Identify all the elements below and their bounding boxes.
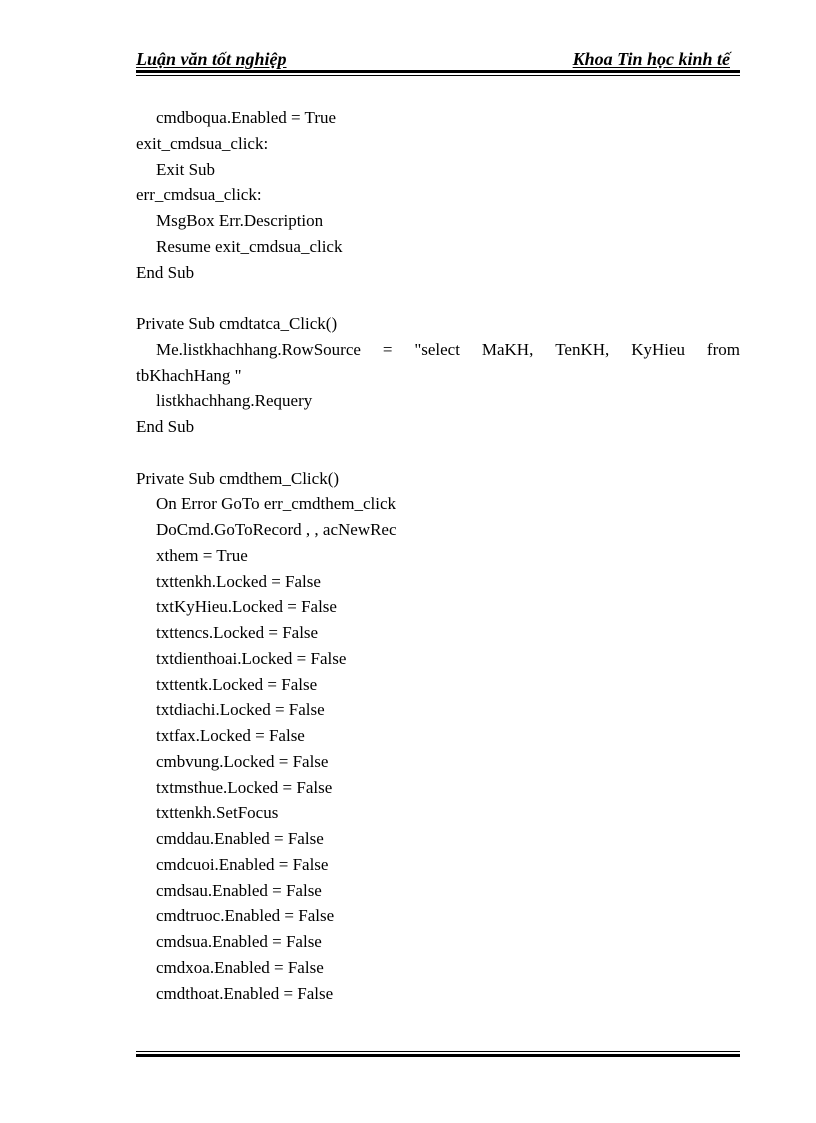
code-line: xthem = True — [156, 545, 248, 565]
blank-line — [136, 440, 740, 466]
blank-line — [136, 285, 740, 311]
code-line: listkhachhang.Requery — [156, 391, 313, 411]
code-line: txtKyHieu.Locked = False — [156, 597, 337, 617]
code-word: from — [706, 339, 740, 359]
code-line: On Error GoTo err_cmdthem_click — [156, 494, 397, 514]
footer-rule-thin — [136, 1051, 740, 1052]
code-word: KyHieu — [631, 339, 686, 359]
code-line: cmdcuoi.Enabled = False — [156, 854, 329, 874]
code-line: cmdtruoc.Enabled = False — [156, 906, 335, 926]
code-line: exit_cmdsua_click: — [136, 133, 269, 153]
code-line: txtdiachi.Locked = False — [156, 700, 325, 720]
code-line: txttentk.Locked = False — [156, 674, 318, 694]
code-line: Resume exit_cmdsua_click — [156, 236, 343, 256]
code-line: End Sub — [136, 262, 195, 282]
code-line: tbKhachHang " — [136, 365, 242, 385]
code-line: cmddau.Enabled = False — [156, 829, 324, 848]
header-thesis-title: Luận văn tốt nghiệp — [136, 49, 287, 69]
code-line-rowsource — [136, 337, 740, 363]
code-line: txttencs.Locked = False — [156, 623, 319, 642]
code-line: cmdthoat.Enabled = False — [156, 983, 334, 1003]
code-line: txtdienthoai.Locked = False — [156, 648, 347, 668]
code-line: txttenkh.SetFocus — [156, 803, 279, 823]
code-line: txttenkh.Locked = False — [156, 571, 321, 591]
code-listing — [136, 105, 740, 1006]
code-line: Private Sub cmdthem_Click() — [136, 468, 340, 488]
code-line: cmbvung.Locked = False — [156, 751, 329, 771]
code-line: cmdsua.Enabled = False — [156, 932, 322, 951]
code-line: End Sub — [136, 417, 195, 436]
header-faculty-name: Khoa Tin học kinh tế — [572, 49, 730, 69]
code-line: err_cmdsua_click: — [136, 185, 262, 205]
code-line: txtfax.Locked = False — [156, 726, 305, 745]
code-line: Private Sub cmdtatca_Click() — [136, 314, 338, 333]
code-line: cmdxoa.Enabled = False — [156, 957, 324, 977]
code-line: Exit Sub — [156, 159, 216, 179]
code-line: txtmsthue.Locked = False — [156, 777, 333, 797]
code-word: "select — [414, 339, 460, 359]
code-line: cmdsau.Enabled = False — [156, 880, 322, 900]
code-word: = — [382, 339, 393, 359]
code-word: MaKH, — [481, 339, 534, 359]
header-rule-thin — [136, 75, 740, 76]
code-word: TenKH, — [555, 339, 610, 359]
code-line: DoCmd.GoToRecord , , acNewRec — [156, 520, 397, 539]
footer-rule-thick — [136, 1054, 740, 1057]
code-word: Me.listkhachhang.RowSource — [156, 339, 361, 359]
header-rule-thick — [136, 70, 740, 73]
code-line: MsgBox Err.Description — [156, 211, 324, 230]
code-line: cmdboqua.Enabled = True — [156, 108, 337, 127]
